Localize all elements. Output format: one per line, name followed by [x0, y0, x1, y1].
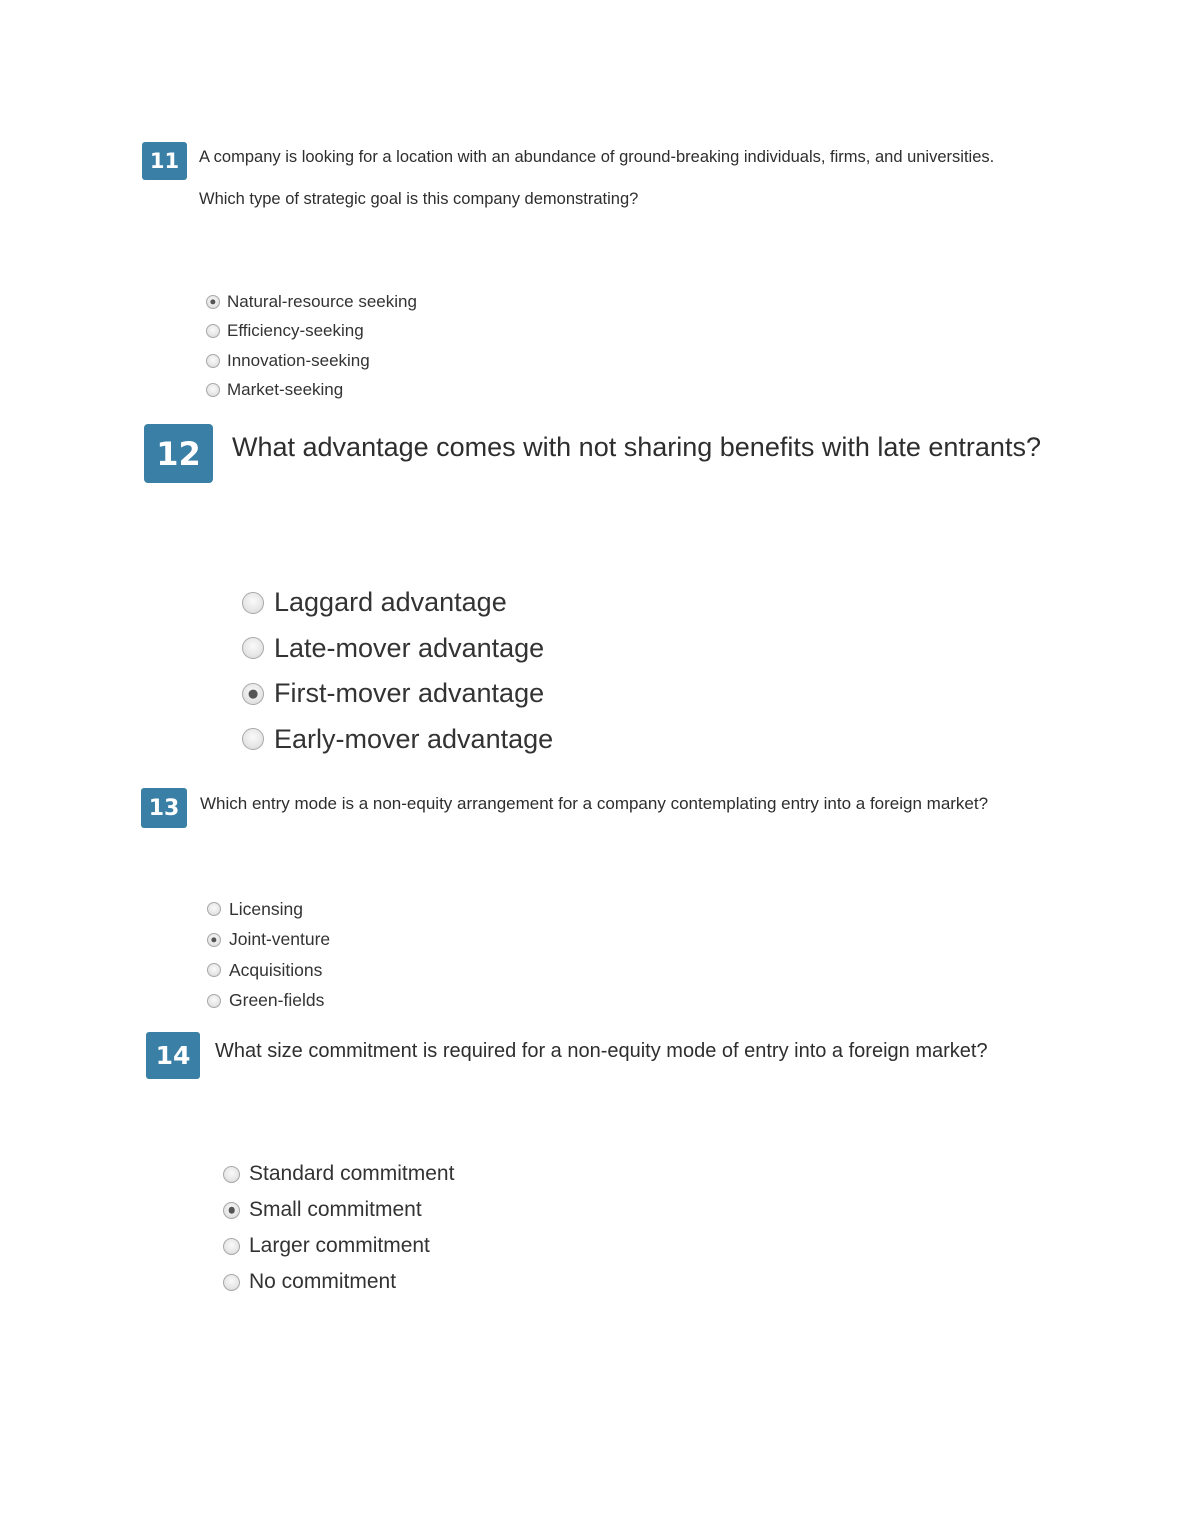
answer-option[interactable] [223, 1264, 454, 1300]
radio-button[interactable] [242, 637, 264, 659]
radio-button[interactable] [223, 1238, 240, 1255]
radio-button-selected[interactable] [207, 933, 221, 947]
answer-label: Joint-venture [229, 929, 331, 950]
answer-option[interactable] [206, 317, 417, 347]
question-text: A company is looking for a location with an abundance of ground-breaking individuals, firms, and universities. [199, 148, 995, 166]
radio-button[interactable] [223, 1274, 240, 1291]
answer-options [207, 894, 330, 1016]
answer-option[interactable] [206, 287, 417, 317]
answer-label: Standard commitment [249, 1162, 455, 1185]
answer-options [223, 1156, 454, 1300]
answer-option[interactable] [242, 580, 553, 626]
question-text: What advantage comes with not sharing benefits with late entrants? [232, 432, 1041, 462]
radio-button[interactable] [206, 324, 220, 338]
answer-label: Market-seeking [227, 380, 344, 400]
radio-button[interactable] [242, 728, 264, 750]
radio-button-selected[interactable] [206, 295, 220, 309]
answer-option[interactable] [223, 1192, 454, 1228]
answer-label: Efficiency-seeking [227, 321, 364, 341]
answer-label: No commitment [249, 1270, 397, 1293]
question-text: Which entry mode is a non-equity arrangement for a company contemplating entry into a foreign market? [200, 794, 989, 813]
answer-label: Natural-resource seeking [227, 291, 417, 311]
answer-options [206, 287, 417, 405]
answer-option[interactable] [207, 894, 330, 925]
question-text: What size commitment is required for a non-equity mode of entry into a foreign market? [215, 1040, 988, 1062]
question-number-badge: 14 [146, 1032, 200, 1079]
radio-button-selected[interactable] [223, 1202, 240, 1219]
answer-label: Small commitment [249, 1198, 422, 1221]
answer-label: Late-mover advantage [274, 632, 545, 663]
answer-label: Acquisitions [229, 959, 323, 980]
question-prompt: Which type of strategic goal is this company demonstrating? [199, 190, 639, 208]
answer-option[interactable] [207, 955, 330, 986]
radio-button[interactable] [207, 963, 221, 977]
radio-button[interactable] [242, 592, 264, 614]
radio-button-selected[interactable] [242, 683, 264, 705]
answer-label: Laggard advantage [274, 587, 507, 618]
answer-label: First-mover advantage [274, 678, 545, 709]
radio-button[interactable] [223, 1166, 240, 1183]
answer-option[interactable] [206, 376, 417, 406]
answer-label: Licensing [229, 898, 303, 919]
question-number-badge: 13 [141, 788, 187, 828]
answer-option[interactable] [242, 671, 553, 717]
answer-label: Green-fields [229, 990, 325, 1011]
radio-button[interactable] [206, 383, 220, 397]
question-number-badge: 12 [144, 424, 213, 483]
radio-button[interactable] [207, 902, 221, 916]
answer-option[interactable] [242, 717, 553, 763]
answer-option[interactable] [223, 1156, 454, 1192]
answer-option[interactable] [242, 626, 553, 672]
answer-option[interactable] [206, 346, 417, 376]
answer-option[interactable] [207, 986, 330, 1017]
question-number-badge: 11 [142, 142, 187, 180]
radio-button[interactable] [206, 354, 220, 368]
answer-option[interactable] [223, 1228, 454, 1264]
answer-label: Early-mover advantage [274, 723, 554, 754]
answer-option[interactable] [207, 925, 330, 956]
answer-label: Innovation-seeking [227, 350, 370, 370]
answer-label: Larger commitment [249, 1234, 430, 1257]
radio-button[interactable] [207, 994, 221, 1008]
answer-options [242, 580, 553, 762]
